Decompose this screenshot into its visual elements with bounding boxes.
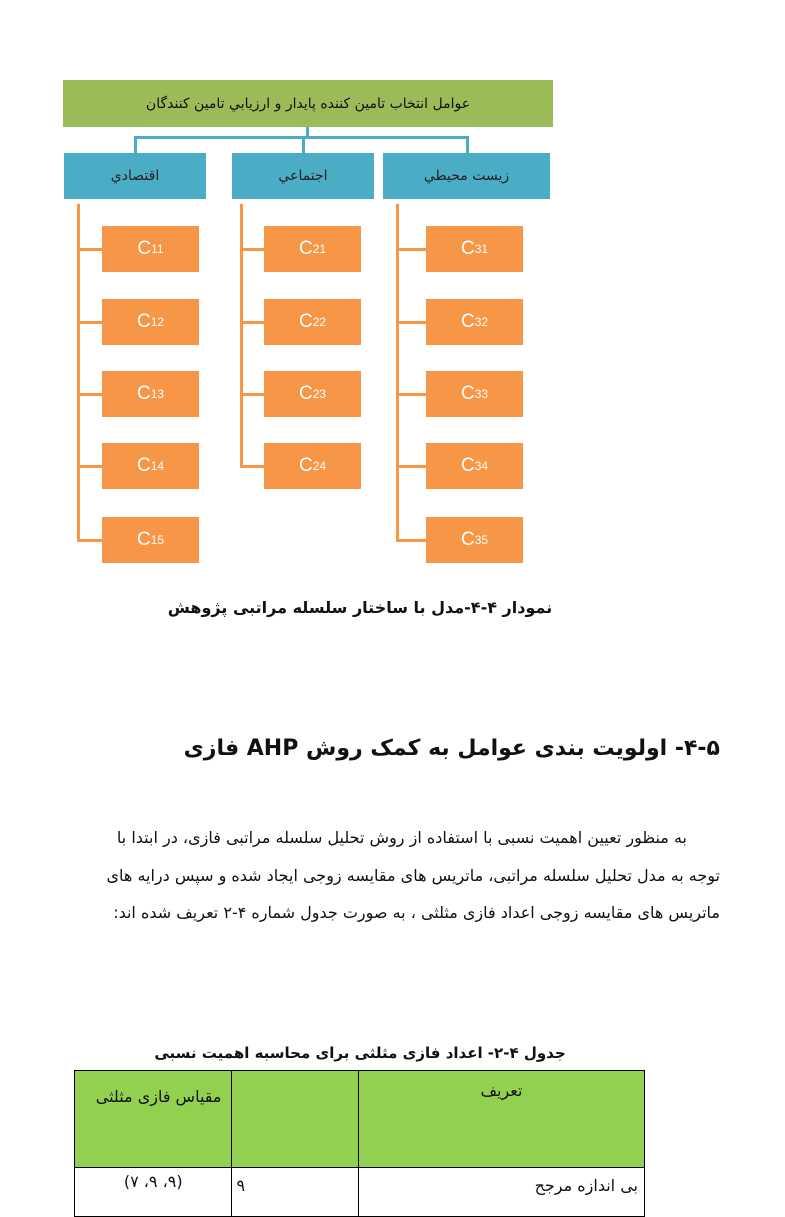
category-economic-label: اقتصادي	[110, 168, 160, 184]
criterion-c33-sub: 33	[474, 387, 489, 401]
table-caption: جدول ۴-۲- اعداد فازی مثلثی برای محاسبه اهمیت نسبی	[154, 1044, 566, 1062]
criterion-c11-main: C	[137, 238, 152, 259]
fuzzy-scale-table	[74, 1070, 645, 1217]
criterion-c24	[264, 443, 361, 489]
branch	[240, 248, 264, 251]
criterion-c34-sub: 34	[474, 459, 489, 473]
criterion-c24-main: C	[298, 455, 313, 476]
criterion-c32	[426, 299, 523, 345]
trunk-economic	[77, 204, 80, 542]
branch	[77, 321, 102, 324]
criterion-c14	[102, 443, 199, 489]
trunk-social	[240, 204, 243, 468]
connector-cat-1	[134, 136, 137, 153]
branch	[396, 393, 426, 396]
criterion-c15-sub: 15	[150, 533, 165, 547]
criterion-c22-main: C	[298, 311, 313, 332]
criterion-c12-main: C	[136, 311, 151, 332]
connector-horizontal	[134, 136, 467, 139]
paragraph-line-1: به منظور تعیین اهمیت نسبی با استفاده از روش تحلیل سلسله مراتبی فازی، در ابتدا با	[116, 828, 687, 847]
criterion-c11-sub: 11	[151, 242, 164, 256]
criterion-c32-sub: 32	[474, 315, 489, 329]
criterion-c14-main: C	[136, 455, 151, 476]
paragraph-line-3: ماتریس های مقایسه زوجی اعداد فازی مثلثی ، به صورت جدول شماره ۴-۲ تعریف شده اند:	[113, 903, 720, 922]
table-header-value	[232, 1071, 358, 1168]
trunk-environmental	[396, 204, 399, 542]
criterion-c15	[102, 517, 199, 563]
criterion-c31	[426, 226, 523, 272]
criterion-c21-main: C	[298, 238, 313, 259]
root-label: عوامل انتخاب تامين كننده پايدار و ارزيابي تامين كنندگان	[145, 95, 471, 112]
branch	[77, 465, 102, 468]
table-header-fuzzy-scale: مقیاس فازی مثلثی	[75, 1071, 232, 1168]
branch	[240, 393, 264, 396]
table-cell-fuzzy-scale: (۹، ۹، ۷)	[75, 1168, 232, 1217]
criterion-c22	[264, 299, 361, 345]
category-social-label: اجتماعي	[278, 168, 328, 184]
branch	[396, 248, 426, 251]
criterion-c33	[426, 371, 523, 417]
criterion-c13-main: C	[136, 383, 151, 404]
category-environmental	[383, 153, 550, 199]
branch	[396, 465, 426, 468]
criterion-c35	[426, 517, 523, 563]
criterion-c31-sub: 31	[474, 242, 489, 256]
criterion-c12-sub: 12	[150, 315, 165, 329]
criterion-c14-sub: 14	[150, 459, 165, 473]
branch	[240, 321, 264, 324]
criterion-c11	[102, 226, 199, 272]
criterion-c13-sub: 13	[150, 387, 165, 401]
category-social	[232, 153, 374, 199]
hierarchy-root	[63, 80, 553, 127]
table-header-row	[75, 1071, 645, 1168]
paragraph-line-2: توجه به مدل تحلیل سلسله مراتبی، ماتریس های مقایسه زوجی ایجاد شده و سپس درایه های	[106, 866, 720, 885]
figure-caption: نمودار ۴-۴-مدل با ساختار سلسله مراتبی پژوهش	[167, 598, 553, 617]
table-cell-definition: بی اندازه مرجح	[358, 1168, 644, 1217]
criterion-c22-sub: 22	[312, 315, 327, 329]
criterion-c23-sub: 23	[312, 387, 327, 401]
connector-cat-3	[466, 136, 469, 153]
table-row	[75, 1168, 645, 1217]
criterion-c23-main: C	[298, 383, 313, 404]
branch	[77, 539, 102, 542]
section-heading: ۴-۵- اولویت بندی عوامل به کمک روش AHP فازی	[183, 736, 720, 761]
criterion-c31-main: C	[460, 238, 475, 259]
category-economic	[64, 153, 206, 199]
branch	[77, 393, 102, 396]
criterion-c34	[426, 443, 523, 489]
category-environmental-label: زيست محيطي	[423, 168, 510, 184]
branch	[240, 465, 264, 468]
criterion-c34-main: C	[460, 455, 475, 476]
connector-cat-2	[302, 136, 305, 153]
criterion-c21	[264, 226, 361, 272]
criterion-c33-main: C	[460, 383, 475, 404]
criterion-c21-sub: 21	[312, 242, 327, 256]
criterion-c32-main: C	[460, 311, 475, 332]
criterion-c13	[102, 371, 199, 417]
criterion-c15-main: C	[136, 529, 151, 550]
branch	[396, 321, 426, 324]
criterion-c23	[264, 371, 361, 417]
branch	[396, 539, 426, 542]
table-header-definition: تعریف	[358, 1071, 644, 1168]
criterion-c35-main: C	[460, 529, 475, 550]
criterion-c24-sub: 24	[312, 459, 327, 473]
criterion-c35-sub: 35	[474, 533, 489, 547]
table-cell-value: ۹	[232, 1168, 358, 1217]
criterion-c12	[102, 299, 199, 345]
branch	[77, 248, 102, 251]
